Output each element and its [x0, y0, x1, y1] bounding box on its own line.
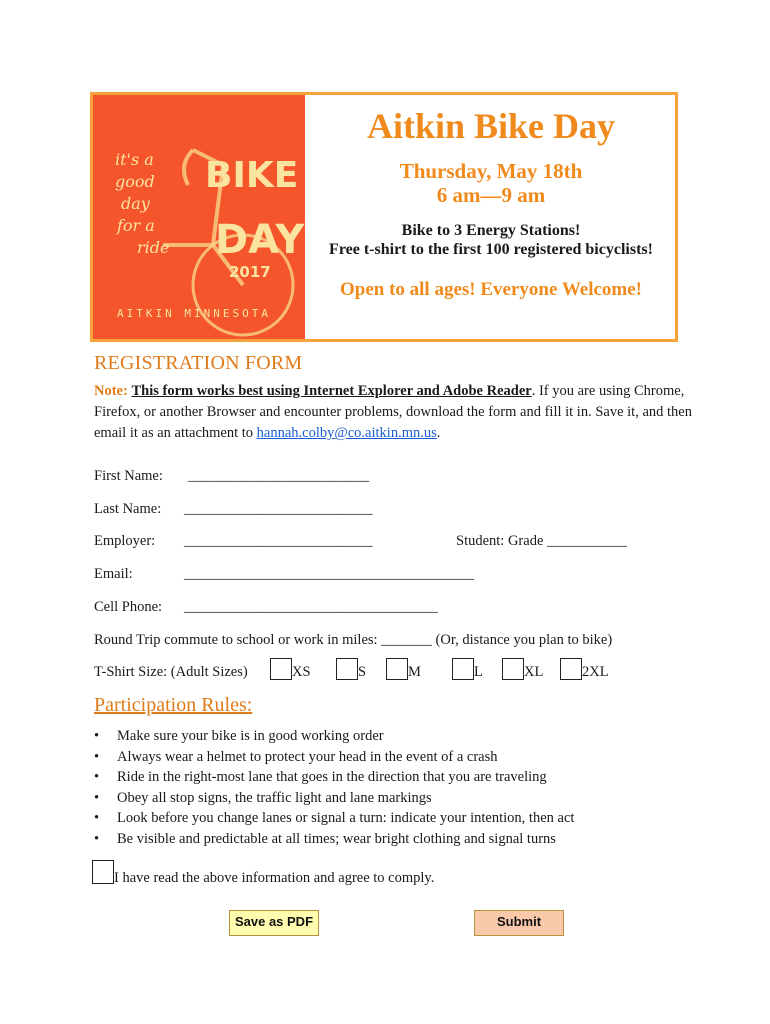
save-as-pdf-button[interactable]: Save as PDF: [229, 910, 319, 936]
form-note: [94, 381, 694, 444]
event-time: 6 am—9 am: [436, 183, 546, 207]
cell-phone-label: Cell Phone:: [94, 599, 163, 615]
welcome-text: Open to all ages! Everyone Welcome!: [339, 279, 642, 300]
info-line-stations: Bike to 3 Energy Stations!: [401, 222, 581, 239]
email-field[interactable]: ________________________________________: [184, 566, 474, 582]
size-m-label: M: [408, 664, 421, 680]
size-xs-checkbox[interactable]: [270, 658, 292, 680]
script-text-3: day: [121, 194, 150, 213]
year-text: 2017: [229, 263, 271, 281]
script-text-5: ride: [137, 238, 170, 257]
rule-text: Obey all stop signs, the traffic light and lane markings: [117, 789, 432, 806]
rule-text: Always wear a helmet to protect your head in the event of a crash: [117, 748, 498, 765]
email-label: Email:: [94, 566, 133, 582]
note-label: Note:: [94, 383, 128, 399]
event-title: Aitkin Bike Day: [366, 106, 616, 146]
tshirt-size-label: T-Shirt Size: (Adult Sizes): [94, 664, 248, 680]
event-date: Thursday, May 18th: [399, 159, 583, 183]
employer-label: Employer:: [94, 533, 156, 549]
first-name-label: First Name:: [94, 468, 163, 484]
bullet-icon: •: [94, 728, 100, 744]
script-text-4: for a: [117, 216, 155, 235]
agree-text: I have read the above information and agree to comply.: [114, 870, 435, 886]
employer-field[interactable]: __________________________: [184, 533, 373, 549]
note-end: .: [436, 425, 441, 441]
banner-text-block: [307, 95, 675, 301]
size-l-label: L: [474, 664, 483, 680]
rule-item: [94, 808, 574, 829]
rule-text: Make sure your bike is in good working order: [117, 728, 384, 744]
rule-text: Look before you change lanes or signal a turn: indicate your intention, then act: [117, 810, 575, 826]
rule-item: [94, 767, 574, 788]
bike-day-artwork: [93, 95, 305, 339]
size-s-label: S: [358, 664, 367, 680]
info-line-tshirt: Free t-shirt to the first 100 registered bicyclists!: [329, 241, 653, 258]
size-2xl-checkbox[interactable]: [560, 658, 582, 680]
first-name-field[interactable]: _________________________: [188, 468, 370, 484]
last-name-field[interactable]: __________________________: [184, 501, 373, 517]
event-date-time: [307, 159, 675, 207]
agreement-row: [92, 860, 434, 887]
size-xl-label: XL: [524, 664, 544, 680]
rule-text: Be visible and predictable at all times; wear bright clothing and signal turns: [117, 830, 556, 847]
big-word-day: DAY: [215, 217, 305, 263]
rule-text: Ride in the right-most lane that goes in the direction that you are traveling: [117, 769, 547, 785]
script-text-2: good: [115, 172, 155, 191]
registration-form: [94, 352, 694, 847]
bike-day-tshirt-image: [93, 95, 305, 339]
bullet-icon: •: [94, 748, 100, 765]
bullet-icon: •: [94, 789, 100, 806]
script-text-1: it's a: [115, 150, 154, 169]
size-xl-option[interactable]: [502, 658, 543, 681]
size-m-option[interactable]: [386, 658, 421, 681]
email-link[interactable]: hannah.colby@co.aitkin.mn.us: [256, 425, 437, 441]
rules-list: [94, 726, 574, 849]
bullet-icon: •: [94, 769, 100, 785]
location-text: AITKIN MINNESOTA: [117, 307, 271, 320]
note-browser-hint: This form works best using Internet Explorer and Adobe Reader: [131, 383, 532, 399]
bullet-icon: •: [94, 810, 100, 826]
rule-item: [94, 747, 574, 768]
size-xl-checkbox[interactable]: [502, 658, 524, 680]
agree-checkbox[interactable]: [92, 860, 114, 884]
last-name-label: Last Name:: [94, 501, 162, 517]
bullet-icon: •: [94, 830, 100, 847]
form-title: REGISTRATION FORM: [94, 352, 303, 374]
event-info: [307, 221, 675, 259]
event-banner: [90, 92, 678, 342]
rule-item: [94, 829, 574, 850]
note-text: . If you are using Chrome, Firefox, or another Browser and encounter problems, download the form and fill it in. Save it, and then email it as an attachment to: [94, 383, 692, 441]
size-2xl-option[interactable]: [560, 658, 609, 681]
cell-phone-field[interactable]: ___________________________________: [184, 599, 438, 615]
size-s-option[interactable]: [336, 658, 366, 681]
rule-item: [94, 726, 574, 747]
big-word-bike: BIKE: [205, 155, 299, 196]
size-xs-label: XS: [292, 664, 311, 680]
size-l-option[interactable]: [452, 658, 483, 681]
submit-button[interactable]: Submit: [474, 910, 564, 936]
size-m-checkbox[interactable]: [386, 658, 408, 680]
student-grade-field[interactable]: Student: Grade ___________: [456, 533, 627, 549]
size-2xl-label: 2XL: [582, 664, 609, 680]
commute-label[interactable]: Round Trip commute to school or work in miles: _______ (Or, distance you plan to bike): [94, 632, 613, 648]
size-s-checkbox[interactable]: [336, 658, 358, 680]
size-xs-option[interactable]: [270, 658, 311, 681]
size-l-checkbox[interactable]: [452, 658, 474, 680]
rule-item: [94, 788, 574, 809]
rules-title: Participation Rules:: [94, 694, 253, 716]
